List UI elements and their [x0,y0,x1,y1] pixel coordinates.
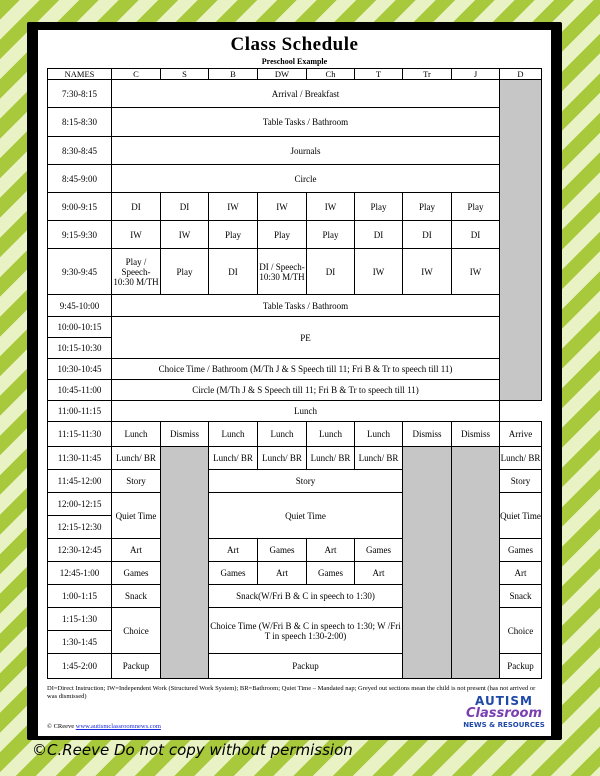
activity-cell: Lunch/ BR [258,447,307,470]
col-header: D [500,69,542,80]
table-row [48,221,542,249]
activity-cell: Dismiss [161,422,209,447]
time-cell: 7:30-8:15 [48,80,112,108]
table-row [48,108,542,137]
credit-line [47,723,161,730]
activity-cell: Play [307,221,355,249]
activity-cell: Journals [112,137,500,165]
activity-cell: Play [452,193,500,221]
activity-cell: Play [209,221,258,249]
activity-cell: IW [403,249,452,295]
greyed-cell [161,447,209,679]
page-subtitle: Preschool Example [261,57,328,66]
activity-cell: Art [258,562,307,585]
greyed-cell [403,447,452,679]
activity-cell: Lunch/ BR [500,447,542,470]
activity-cell: Play / Speech-10:30 M/TH [112,249,161,295]
activity-cell: Snack [112,585,161,608]
activity-cell: Art [209,539,258,562]
table-row [48,80,542,108]
col-header: Tr [403,69,452,80]
time-cell: 1:15-1:30 [48,608,112,631]
activity-cell: Games [355,539,403,562]
activity-cell: DI / Speech-10:30 M/TH [258,249,307,295]
activity-cell: DI [452,221,500,249]
greyed-cell [452,447,500,679]
activity-cell: Dismiss [403,422,452,447]
activity-cell: DI [403,221,452,249]
activity-cell: Choice [112,608,161,654]
activity-cell: IW [112,221,161,249]
activity-cell: Packup [112,654,161,679]
activity-cell: Art [500,562,542,585]
time-cell: 11:30-11:45 [48,447,112,470]
greyed-cell [500,80,542,401]
col-header: C [112,69,161,80]
activity-cell: Packup [209,654,403,679]
table-row [48,295,542,317]
table-row [48,193,542,221]
col-header: J [452,69,500,80]
activity-cell: Choice Time (W/Fri B & C in speech to 1:30; W /Fri T in speech 1:30-2:00) [209,608,403,654]
time-cell: 8:30-8:45 [48,137,112,165]
time-cell: 10:15-10:30 [48,338,112,359]
activity-cell: Games [112,562,161,585]
activity-cell: Art [355,562,403,585]
activity-cell: Quiet Time [112,493,161,539]
col-header: DW [258,69,307,80]
activity-cell: Lunch [209,422,258,447]
header-row [48,69,542,80]
activity-cell: Play [258,221,307,249]
activity-cell: Lunch/ BR [307,447,355,470]
activity-cell: Story [500,470,542,493]
time-cell: 10:30-10:45 [48,359,112,380]
activity-cell: PE [112,317,500,359]
activity-cell: Snack(W/Fri B & C in speech to 1:30) [209,585,403,608]
activity-cell: Quiet Time [209,493,403,539]
activity-cell: IW [307,193,355,221]
time-cell: 12:30-12:45 [48,539,112,562]
time-cell: 11:15-11:30 [48,422,112,447]
activity-cell: Arrive [500,422,542,447]
time-cell: 10:00-10:15 [48,317,112,338]
activity-cell: DI [307,249,355,295]
activity-cell: Games [209,562,258,585]
table-row [48,359,542,380]
activity-cell: Circle (M/Th J & S Speech till 11; Fri B & Tr to speech till 11) [112,380,500,401]
logo-line-3: NEWS & RESOURCES [463,721,545,729]
activity-cell: Story [209,470,403,493]
time-cell: 12:45-1:00 [48,562,112,585]
col-header: NAMES [48,69,112,80]
table-row [48,422,542,447]
activity-cell: Lunch/ BR [355,447,403,470]
col-header: Ch [307,69,355,80]
activity-cell: Packup [500,654,542,679]
time-cell: 12:00-12:15 [48,493,112,516]
activity-cell: Games [258,539,307,562]
activity-cell: DI [209,249,258,295]
time-cell: 1:30-1:45 [48,631,112,654]
activity-cell: Quiet Time [500,493,542,539]
time-cell: 11:45-12:00 [48,470,112,493]
activity-cell: Choice Time / Bathroom (M/Th J & S Speech till 11; Fri B & Tr to speech till 11) [112,359,500,380]
activity-cell: IW [355,249,403,295]
time-cell: 11:00-11:15 [48,401,112,422]
time-cell: 1:00-1:15 [48,585,112,608]
brand-logo [454,695,554,743]
activity-cell: Choice [500,608,542,654]
time-cell: 8:45-9:00 [48,165,112,193]
schedule-table [47,68,542,679]
activity-cell: Circle [112,165,500,193]
time-cell: 12:15-12:30 [48,516,112,539]
legend-note: DI=Direct Instruction; IW=Independent Work (Structured Work System); BR=Bathroom; Quiet Time – Mandated nap; Greyed out sections mean the child is not present (has not arrived or was dismissed) [47,685,536,700]
activity-cell: Snack [500,585,542,608]
logo-line-1: AUTISM [475,694,533,708]
activity-cell: Lunch/ BR [112,447,161,470]
activity-cell: Games [500,539,542,562]
activity-cell: Play [403,193,452,221]
activity-cell: Story [112,470,161,493]
time-cell: 9:45-10:00 [48,295,112,317]
activity-cell: Lunch [307,422,355,447]
activity-cell: DI [355,221,403,249]
activity-cell: Art [112,539,161,562]
schedule-sheet [38,30,551,736]
table-row [48,447,542,470]
activity-cell: Lunch [112,422,161,447]
website-link[interactable]: www.autismclassroomnews.com [75,723,161,730]
activity-cell: Lunch [355,422,403,447]
activity-cell: Play [355,193,403,221]
activity-cell: Art [307,539,355,562]
col-header: S [161,69,209,80]
time-cell: 9:30-9:45 [48,249,112,295]
activity-cell: DI [161,193,209,221]
activity-cell: Table Tasks / Bathroom [112,295,500,317]
activity-cell: IW [161,221,209,249]
time-cell: 10:45-11:00 [48,380,112,401]
activity-cell: Table Tasks / Bathroom [112,108,500,137]
activity-cell: Lunch [112,401,500,422]
activity-cell: Play [161,249,209,295]
time-cell: 9:00-9:15 [48,193,112,221]
activity-cell: Lunch [258,422,307,447]
table-row [48,249,542,295]
table-row [48,317,542,338]
table-row [48,137,542,165]
activity-cell: DI [112,193,161,221]
activity-cell: IW [452,249,500,295]
activity-cell: IW [258,193,307,221]
col-header: T [355,69,403,80]
activity-cell: Lunch/ BR [209,447,258,470]
time-cell: 1:45-2:00 [48,654,112,679]
page-title: Class Schedule [230,34,359,55]
col-header: B [209,69,258,80]
credit-text: © CReeve [47,723,75,730]
activity-cell: IW [209,193,258,221]
table-row [48,401,542,422]
copyright-notice: ©C.Reeve Do not copy without permission [32,741,353,759]
activity-cell: Games [307,562,355,585]
logo-line-2: Classroom [465,706,543,721]
table-row [48,165,542,193]
activity-cell: Dismiss [452,422,500,447]
time-cell: 9:15-9:30 [48,221,112,249]
table-row [48,380,542,401]
activity-cell: Arrival / Breakfast [112,80,500,108]
time-cell: 8:15-8:30 [48,108,112,137]
